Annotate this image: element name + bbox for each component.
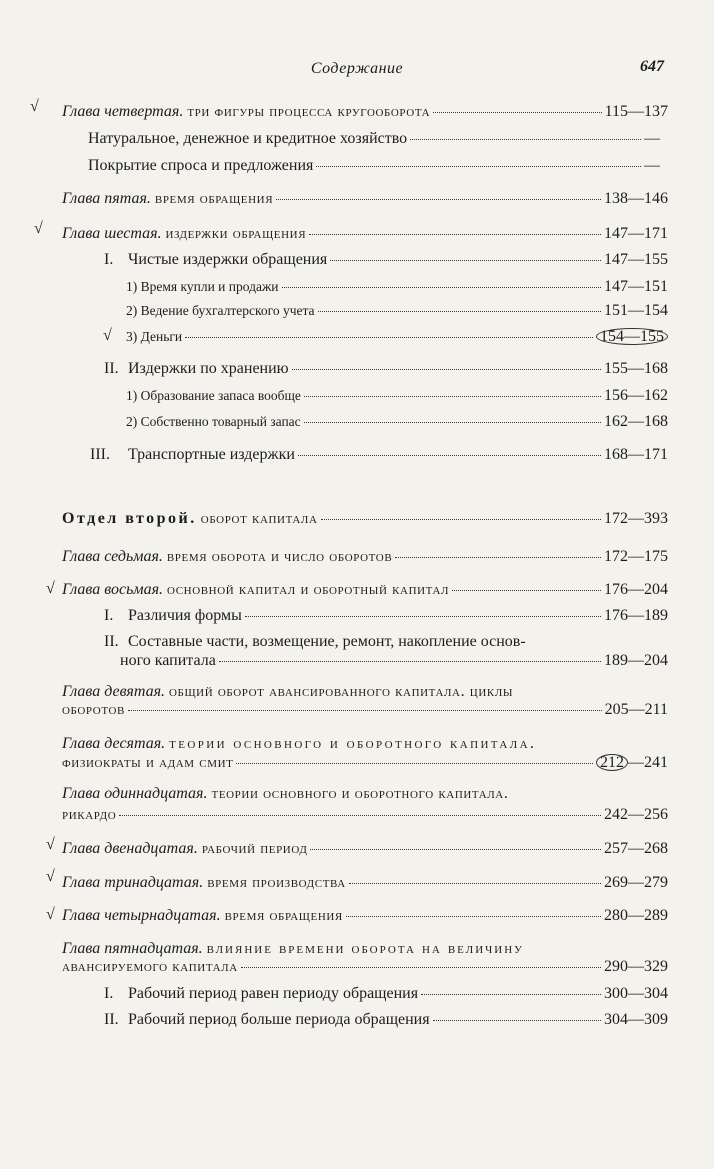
leader-dots [304,422,601,423]
leader-dots [452,590,601,591]
section-title: Издержки по хранению [128,360,289,377]
toc-entry-chapter-14 [62,907,668,925]
chapter-label: Глава девятая. [62,683,166,700]
checkmark-icon: √ [46,836,55,853]
toc-entry-chapter-8 [62,581,668,599]
part-title: оборот капитала [200,510,318,527]
toc-entry-subsection [126,387,668,405]
toc-entry-chapter-9-line2 [62,701,668,719]
leader-dots [128,710,602,711]
page-range: 257—268 [604,840,668,857]
leader-dots [245,616,601,617]
subsection-title: Время купли и продажи [140,279,279,294]
chapter-title-line2: оборотов [62,701,125,718]
section-title: Рабочий период больше периода обращения [128,1011,430,1028]
toc-entry-chapter-7 [62,548,668,566]
toc-entry-subsection [126,413,668,431]
subsection-title: Собственно товарный запас [140,414,301,429]
leader-dots [421,994,601,995]
section-number: I. [104,251,114,268]
leader-dots [298,455,601,456]
chapter-label: Глава двенадцатая. [62,840,198,857]
leader-dots [433,1020,601,1021]
subsection-title: Ведение бухгалтерского учета [140,303,315,318]
toc-entry-chapter-15-line2 [62,958,668,976]
chapter-title: рабочий период [201,840,308,857]
leader-dots [236,763,593,764]
subsection-number: 2) [126,303,138,318]
leader-dots [304,396,601,397]
chapter-label: Глава пятая. [62,190,151,207]
section-title: Рабочий период равен периоду обращения [128,985,419,1002]
leader-dots [346,916,601,917]
page-range: 176—204 [604,581,668,598]
page-range: 147—171 [604,225,668,242]
toc-entry-section [104,251,668,269]
leader-dots [219,661,601,662]
chapter-title-line2: физиократы и адам смит [62,754,234,771]
chapter-title-line1: влияние времени оборота на величину [206,940,524,957]
page-range: — [644,130,660,147]
page-range: 176—189 [604,607,668,624]
subsection-number: 1) [126,388,138,403]
section-number: III. [90,446,110,463]
chapter-title-line2: рикардо [62,806,117,823]
toc-entry-chapter-10-line1 [62,735,668,753]
leader-dots [292,369,601,370]
chapter-title: время обращения [224,907,343,924]
section-title: Транспортные издержки [128,446,295,463]
checkmark-icon: √ [103,327,112,344]
toc-entry-chapter-11-line1 [62,785,668,803]
checkmark-icon: √ [46,906,55,923]
chapter-label: Глава шестая. [62,225,162,242]
page-range: 242—256 [604,806,668,823]
subsection-title: Деньги [140,329,183,344]
page-range: 151—154 [604,302,668,319]
chapter-title: время обращения [154,190,274,207]
page-range: 205—211 [604,701,668,718]
toc-entry-section [88,157,668,175]
running-header-title: Содержание [310,60,404,77]
page-end: —241 [628,754,668,771]
toc-entry-section [104,607,668,625]
toc-entry-chapter-5 [62,190,668,208]
toc-entry-section [104,360,668,378]
subsection-number: 3) [126,329,138,344]
toc-entry-section-line2 [120,652,668,670]
page-range: 172—175 [604,548,668,565]
part-label: Отдел второй. [62,510,197,527]
page-range: 304—309 [604,1011,668,1028]
chapter-label: Глава одиннадцатая. [62,785,208,802]
toc-entry-section [104,985,668,1003]
chapter-label: Глава четвертая. [62,103,184,120]
section-title: Натуральное, денежное и кредитное хозяйство [88,130,408,147]
section-title-line1: Составные части, возмещение, ремонт, накопление основ- [128,633,526,650]
section-title: Покрытие спроса и предложения [88,157,314,174]
section-number: II. [104,1011,119,1028]
leader-dots [241,967,601,968]
chapter-label: Глава тринадцатая. [62,874,204,891]
page-range: 147—151 [604,278,668,295]
toc-entry-subsection [126,328,668,345]
section-number: I. [104,985,114,1002]
toc-entry-subsection [126,278,668,296]
chapter-label: Глава четырнадцатая. [62,907,221,924]
toc-entry-part-2 [62,510,668,528]
checkmark-icon: √ [30,98,39,115]
chapter-title: основной капитал и оборотный капитал [167,581,450,598]
toc-entry-section-line1 [104,633,668,651]
toc-entry-section [104,1011,668,1029]
toc-entry-chapter-11-line2 [62,806,668,824]
subsection-number: 2) [126,414,138,429]
chapter-label: Глава восьмая. [62,581,164,598]
chapter-label: Глава десятая. [62,735,166,752]
leader-dots [349,883,601,884]
page-range-circled: 154—155 [596,328,668,345]
page-range: 156—162 [604,387,668,404]
checkmark-icon: √ [34,220,43,237]
section-title: Различия формы [128,607,242,624]
leader-dots [410,139,641,140]
leader-dots [309,234,601,235]
chapter-title-line1: теории основного и оборотного капитала. [169,735,537,752]
page-range: 147—155 [604,251,668,268]
leader-dots [321,519,601,520]
page-range: 172—393 [604,510,668,527]
toc-entry-chapter-6 [62,225,668,243]
section-title-line2: ного капитала [120,652,216,669]
section-number: II. [104,633,119,650]
leader-dots [395,557,601,558]
chapter-title-line2: авансируемого капитала [62,958,238,975]
page-range: 115—137 [604,103,668,120]
checkmark-icon: √ [46,868,55,885]
section-number: II. [104,360,119,377]
leader-dots [318,311,601,312]
toc-entry-chapter-12 [62,840,668,858]
chapter-label: Глава седьмая. [62,548,163,565]
leader-dots [276,199,601,200]
page-range: — [644,157,660,174]
chapter-title-line1: теории основного и оборотного капитала. [211,785,509,802]
section-title: Чистые издержки обращения [128,251,328,268]
page-range: 300—304 [604,985,668,1002]
toc-entry-chapter-15-line1 [62,940,668,958]
leader-dots [433,112,601,113]
chapter-title: издержки обращения [165,225,307,242]
page-range: 269—279 [604,874,668,891]
subsection-number: 1) [126,279,138,294]
page-range: 155—168 [604,360,668,377]
checkmark-icon: √ [46,580,55,597]
page-range: 168—171 [604,446,668,463]
toc-entry-chapter-4 [62,103,668,121]
toc-entry-subsection [126,302,668,320]
page-range: 290—329 [604,958,668,975]
toc-entry-section [88,130,668,148]
page-range: 189—204 [604,652,668,669]
chapter-title: три фигуры процесса кругооборота [187,103,431,120]
leader-dots [185,337,593,338]
toc-entry-section [90,446,668,464]
section-number: I. [104,607,114,624]
subsection-title: Образование запаса вообще [140,388,301,403]
chapter-title: время оборота и число оборотов [166,548,393,565]
leader-dots [282,287,601,288]
leader-dots [119,815,601,816]
page-range: 280—289 [604,907,668,924]
leader-dots [330,260,601,261]
leader-dots [316,166,641,167]
page-range: 138—146 [604,190,668,207]
toc-entry-chapter-10-line2 [62,754,668,772]
chapter-title-line1: общий оборот авансированного капитала. циклы [169,683,514,700]
toc-entry-chapter-13 [62,874,668,892]
page-start-circled: 212 [596,754,628,771]
page-number: 647 [640,58,664,75]
leader-dots [310,849,601,850]
toc-entry-chapter-9-line1 [62,683,668,701]
chapter-label: Глава пятнадцатая. [62,940,203,957]
chapter-title: время производства [207,874,346,891]
page-range: 162—168 [604,413,668,430]
